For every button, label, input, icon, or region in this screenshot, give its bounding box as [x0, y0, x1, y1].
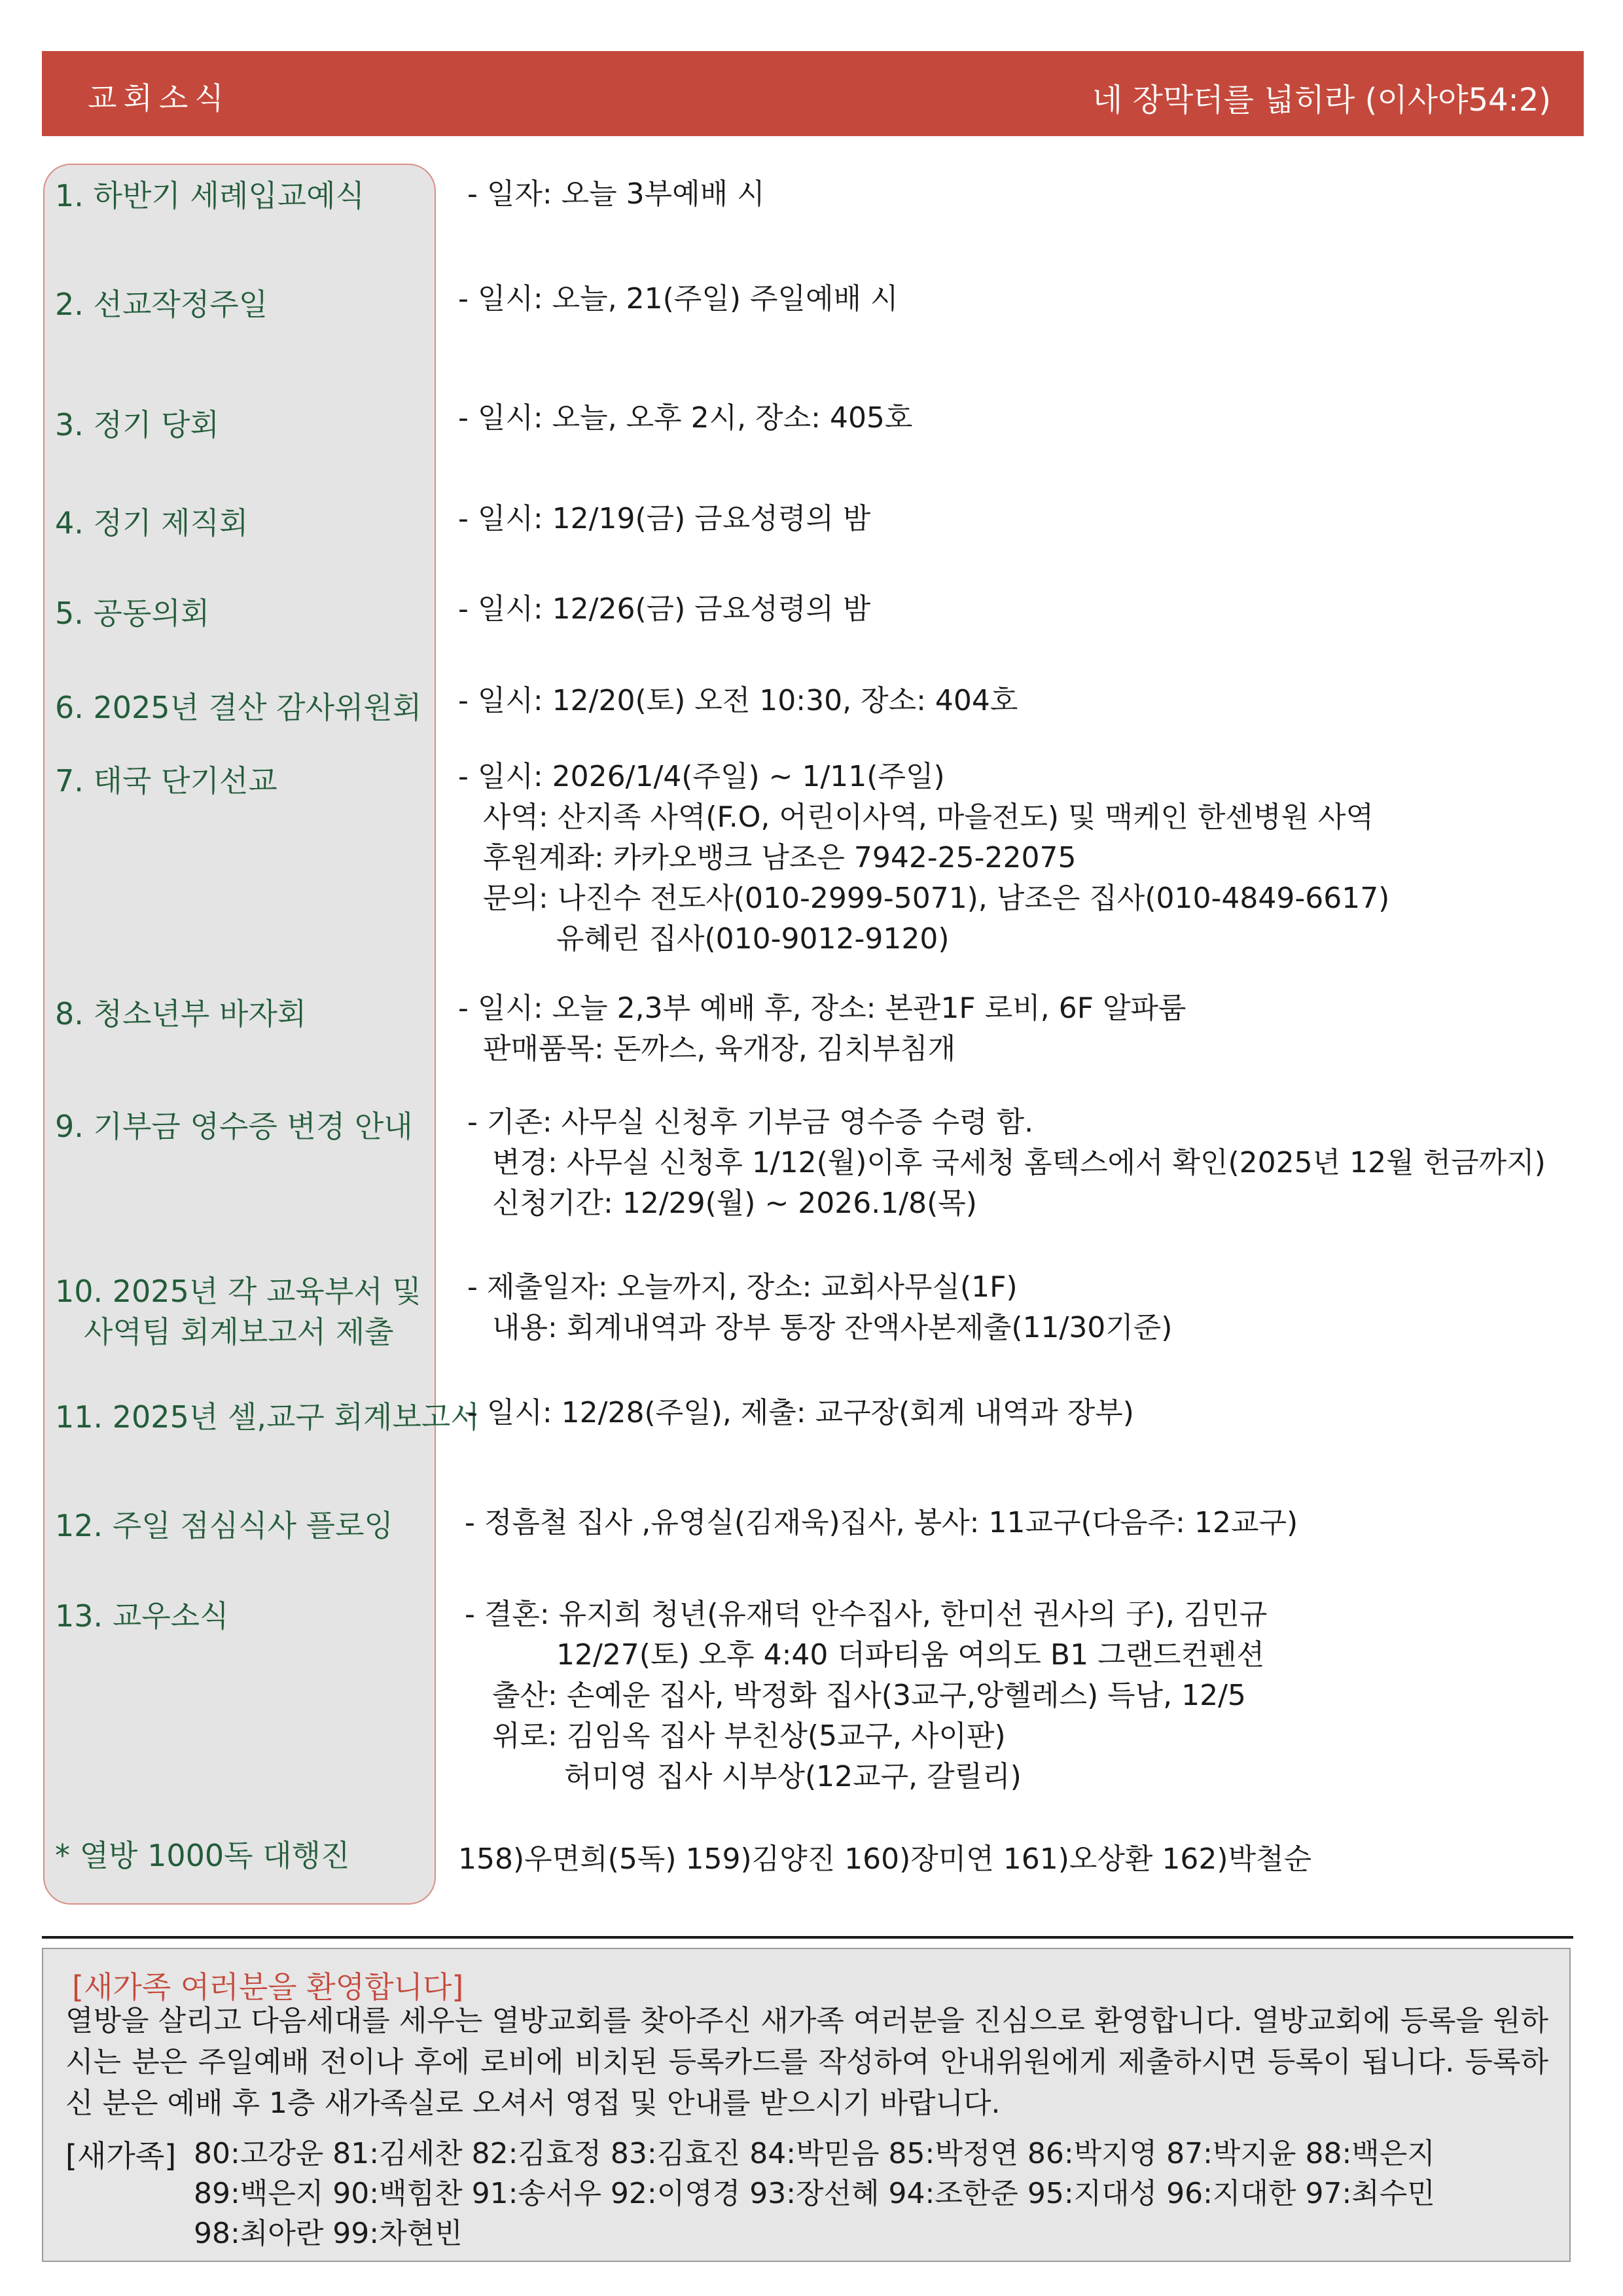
notice-1-title: 1. 하반기 세례입교예식 [55, 178, 365, 213]
notice-line: 내용: 회계내역과 장부 통장 잔액사본제출(11/30기준) [492, 1311, 1173, 1344]
notice-10-title-line2: 사역팀 회계보고서 제출 [84, 1314, 394, 1350]
notice-2-body [458, 279, 898, 319]
notice-8-body [458, 988, 1186, 1069]
notice-7-body [458, 757, 1389, 960]
notice-13-body [465, 1594, 1268, 1797]
notice-line: - 일시: 12/19(금) 금요성령의 밤 [458, 502, 871, 535]
section-divider [42, 1936, 1573, 1939]
newcomers-label: [새가족] [65, 2138, 177, 2174]
notice-line: 후원계좌: 카카오뱅크 남조은 7942-25-22075 [483, 841, 1077, 874]
notice-6-title: 6. 2025년 결산 감사위원회 [55, 690, 422, 725]
newcomers-line: 89:백은지 90:백힘찬 91:송서우 92:이영경 93:장선혜 94:조한준 95:지대성 96:지대한 97:최수민 [194, 2177, 1435, 2210]
notice-line: 신청기간: 12/29(월) ~ 2026.1/8(목) [492, 1187, 977, 1220]
newcomers-list [194, 2134, 1435, 2253]
notice-line: 판매품목: 돈까스, 육개장, 김치부침개 [483, 1032, 956, 1066]
notice-line: 출산: 손예운 집사, 박정화 집사(3교구,앙헬레스) 득남, 12/5 [492, 1679, 1246, 1712]
notice-line: - 일시: 오늘 2,3부 예배 후, 장소: 본관1F 로비, 6F 알파룸 [458, 992, 1186, 1025]
notice-line: 12/27(토) 오후 4:40 더파티움 여의도 B1 그랜드컨펜션 [556, 1638, 1265, 1672]
notice-1-body [467, 174, 765, 215]
notice-line: 문의: 나진수 전도사(010-2999-5071), 남조은 집사(010-4849-6617) [483, 882, 1390, 915]
notice-line: - 일시: 2026/1/4(주일) ~ 1/11(주일) [458, 760, 945, 793]
reading-campaign-title: * 열방 1000독 대행진 [55, 1838, 350, 1873]
notice-4-title: 4. 정기 제직회 [55, 505, 249, 541]
welcome-box [42, 1948, 1571, 2262]
notice-3-title: 3. 정기 당회 [55, 407, 219, 442]
notice-line: 158)우면희(5독) 159)김양진 160)장미연 161)오상환 162)박철순 [458, 1842, 1312, 1876]
notice-line: 유혜린 집사(010-9012-9120) [556, 922, 950, 956]
notice-line: - 일시: 12/26(금) 금요성령의 밤 [458, 592, 871, 626]
notice-line: 사역: 산지족 사역(F.O, 어린이사역, 마을전도) 및 맥케인 한센병원 사역 [483, 800, 1374, 834]
notice-line: - 결혼: 유지희 청년(유재덕 안수집사, 한미선 권사의 子), 김민규 [465, 1598, 1268, 1631]
notice-8-title: 8. 청소년부 바자회 [55, 996, 307, 1031]
notice-9-title: 9. 기부금 영수증 변경 안내 [55, 1109, 413, 1144]
notice-line: - 일시: 오늘, 21(주일) 주일예배 시 [458, 282, 899, 315]
notice-6-body [458, 681, 1018, 721]
notice-line: 허미영 집사 시부상(12교구, 갈릴리) [564, 1760, 1022, 1793]
notice-5-title: 5. 공동의회 [55, 596, 210, 631]
notice-line: 변경: 사무실 신청후 1/12(월)이후 국세청 홈텍스에서 확인(2025년 12월 헌금까지) [492, 1146, 1546, 1179]
notice-13-title: 13. 교우소식 [55, 1598, 229, 1634]
notice-2-title: 2. 선교작정주일 [55, 287, 268, 322]
notice-3-body [458, 398, 912, 439]
newcomers-line: 98:최아란 99:차현빈 [194, 2217, 463, 2250]
notice-line: - 기존: 사무실 신청후 기부금 영수증 수령 함. [467, 1105, 1034, 1139]
notice-10-body [467, 1267, 1172, 1348]
notice-12-title: 12. 주일 점심식사 플로잉 [55, 1508, 393, 1543]
notice-5-body [458, 589, 870, 630]
notice-10-title-line1: 10. 2025년 각 교육부서 및 [55, 1274, 421, 1309]
notice-10-title [55, 1271, 421, 1352]
notice-11-title: 11. 2025년 셀,교구 회계보고서 [55, 1399, 480, 1435]
notice-line: - 정흠철 집사 ,유영실(김재욱)집사, 봉사: 11교구(다음주: 12교구) [465, 1506, 1298, 1539]
reading-campaign-body [458, 1839, 1311, 1880]
notice-line: - 일자: 오늘 3부예배 시 [467, 177, 765, 211]
notice-line: - 일시: 12/28(주일), 제출: 교구장(회계 내역과 장부) [467, 1396, 1134, 1429]
notice-11-body [467, 1393, 1134, 1433]
header-verse: 네 장막터를 넓히라 (이사야54:2) [1092, 82, 1551, 118]
notice-4-body [458, 499, 870, 539]
section-title: 교회소식 [88, 81, 230, 116]
notice-9-body [467, 1102, 1546, 1224]
notice-line: - 일시: 12/20(토) 오전 10:30, 장소: 404호 [458, 684, 1018, 717]
notice-line: - 제출일자: 오늘까지, 장소: 교회사무실(1F) [467, 1270, 1018, 1304]
newcomers-line: 80:고강운 81:김세찬 82:김효정 83:김효진 84:박믿음 85:박정연 86:박지영 87:박지윤 88:백은지 [194, 2137, 1435, 2170]
notice-line: 위로: 김임옥 집사 부친상(5교구, 사이판) [492, 1719, 1006, 1753]
welcome-text: 열방을 살리고 다음세대를 세우는 열방교회를 찾아주신 새가족 여러분을 진심으로 환영합니다. 열방교회에 등록을 원하시는 분은 주일예배 전이나 후에 로비에 비치된 등록카드를 작성하여 안내위원에게 제출하시면 등록이 됩니다. 등록하신 분은 예배 후 1층 새가족실로 오셔서 영접 및 안내를 받으시기 바랍니다. [65, 2004, 1548, 2120]
welcome-title: [새가족 여러분을 환영합니다] [72, 1969, 464, 2005]
header-bar [42, 51, 1584, 136]
notice-7-title: 7. 태국 단기선교 [55, 763, 277, 798]
notice-line: - 일시: 오늘, 오후 2시, 장소: 405호 [458, 401, 913, 435]
notice-12-body [465, 1503, 1298, 1543]
